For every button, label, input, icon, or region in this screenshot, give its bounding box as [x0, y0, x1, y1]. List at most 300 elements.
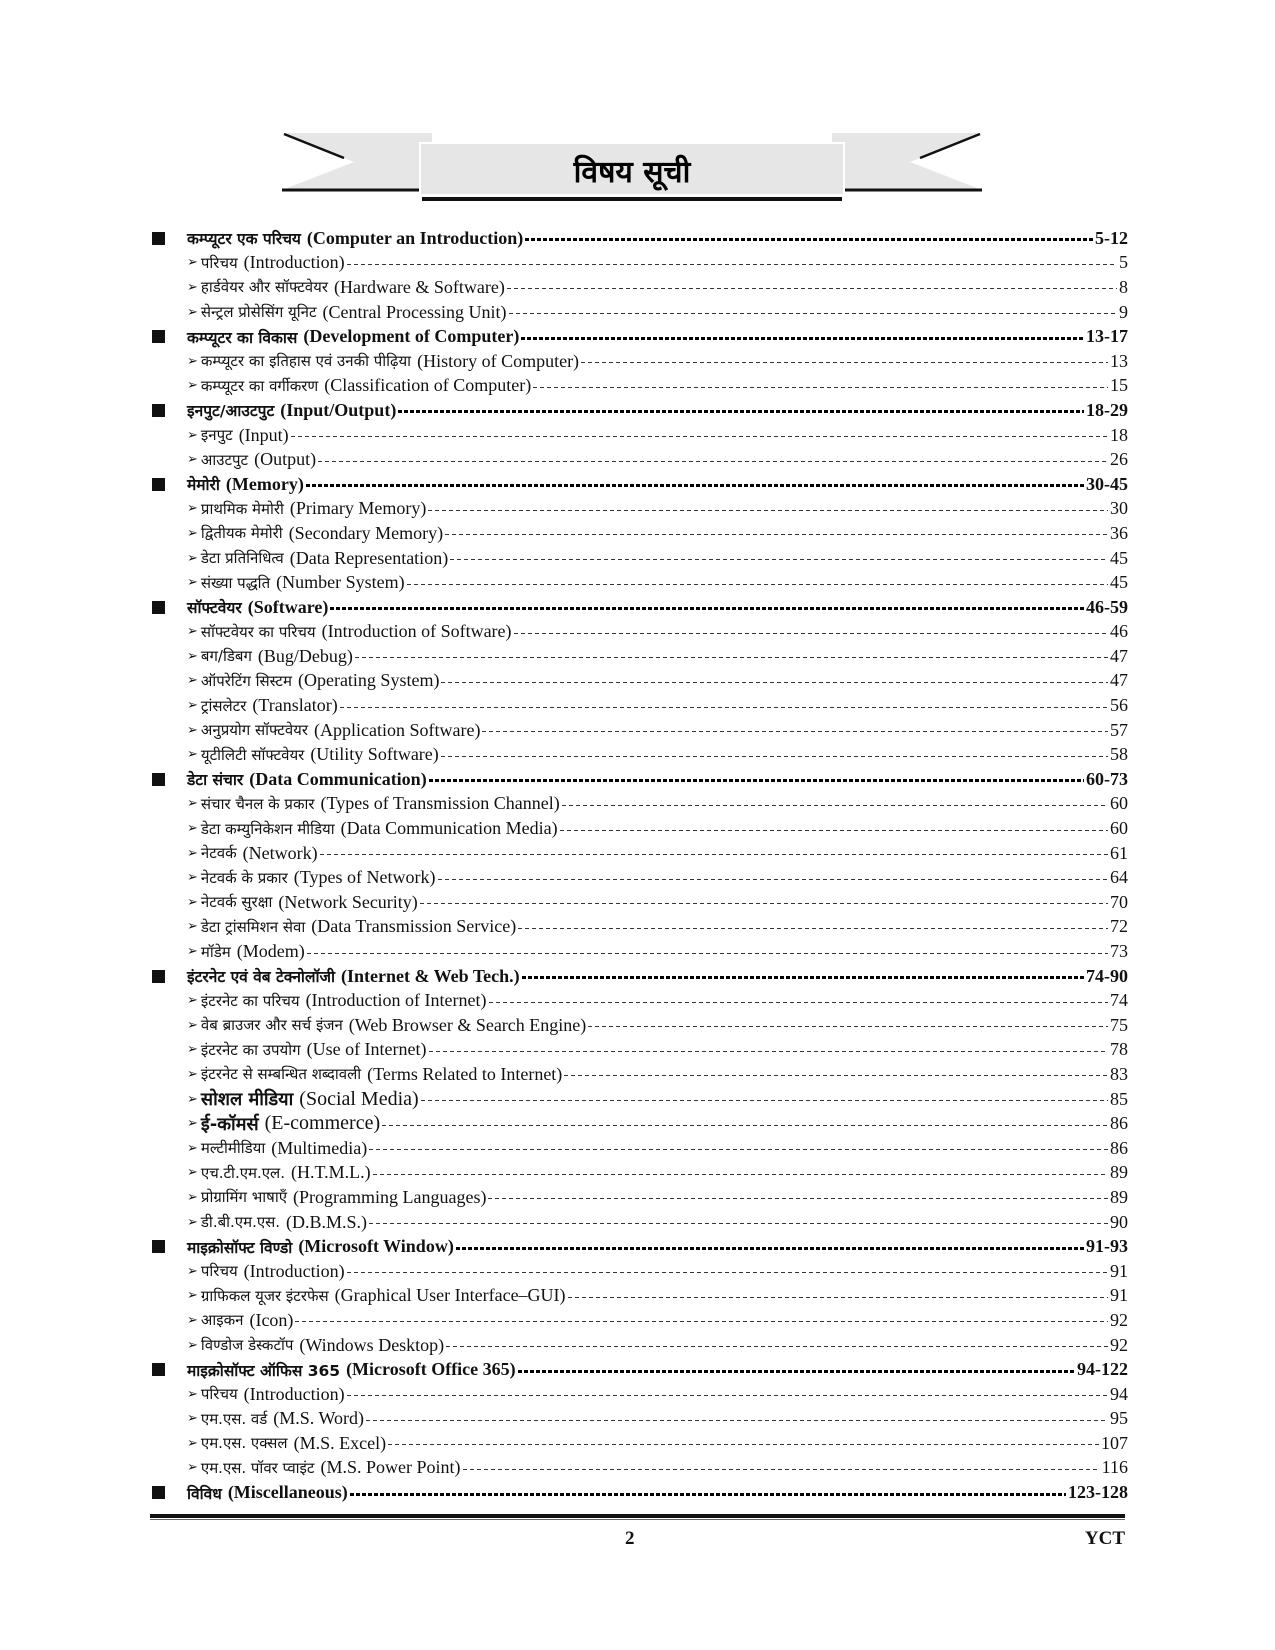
toc-title-hindi: ऑपरेटिंग सिस्टम [200, 671, 292, 690]
toc-title-english: (Hardware & Software) [333, 276, 505, 297]
dot-leader [441, 681, 1108, 683]
toc-title-english: (D.B.M.S.) [286, 1211, 368, 1232]
footer-divider-thin [150, 1519, 1125, 1520]
toc-entry[interactable] [148, 374, 1128, 399]
toc-title-hindi: इनपुट [200, 426, 233, 445]
toc-title-hindi: नेटवर्क [200, 844, 237, 863]
toc-page-number: 9 [1119, 301, 1128, 322]
toc-page-number: 18 [1110, 424, 1128, 445]
table-of-contents [148, 226, 1128, 1505]
toc-title-english: (Icon) [249, 1309, 294, 1330]
toc-entry[interactable] [148, 1382, 1128, 1407]
toc-entry[interactable] [148, 275, 1128, 300]
toc-title-hindi: कम्प्यूटर का विकास [187, 328, 298, 347]
toc-page-number: 45 [1110, 547, 1128, 568]
toc-title-english: (H.T.M.L.) [290, 1162, 371, 1183]
dot-leader [568, 1296, 1108, 1298]
toc-entry[interactable] [148, 349, 1128, 374]
toc-title-hindi: इंटरनेट का उपयोग [200, 1040, 301, 1059]
toc-title-english: (E-commerce) [264, 1112, 381, 1135]
toc-title-english: (Utility Software) [310, 744, 439, 765]
arrowhead-bullet-icon: ➢ [187, 1312, 198, 1328]
toc-entry[interactable] [148, 1210, 1128, 1235]
toc-entry[interactable] [148, 1038, 1128, 1063]
toc-chapter[interactable] [148, 324, 1128, 349]
toc-title-hindi: आइकन [200, 1311, 244, 1330]
toc-title-english: (Primary Memory) [289, 498, 427, 519]
toc-entry-body [187, 865, 1128, 890]
arrowhead-bullet-icon: ➢ [187, 1091, 198, 1107]
toc-title-hindi: डेटा संचार [187, 771, 244, 790]
dot-leader [525, 238, 1093, 241]
toc-page-number: 56 [1110, 695, 1128, 716]
title-banner [282, 130, 982, 205]
arrowhead-bullet-icon: ➢ [187, 525, 198, 541]
dot-leader [373, 1173, 1108, 1175]
toc-entry[interactable] [148, 939, 1128, 964]
page-title: विषय सूची [573, 154, 691, 190]
toc-entry[interactable] [148, 669, 1128, 694]
toc-entry-body [187, 349, 1128, 374]
toc-page-number: 107 [1101, 1432, 1128, 1453]
toc-entry[interactable] [148, 792, 1128, 817]
toc-page-number: 78 [1110, 1039, 1128, 1060]
toc-title-english: (Miscellaneous) [227, 1482, 348, 1503]
arrowhead-bullet-icon: ➢ [187, 353, 198, 369]
toc-chapter[interactable] [148, 1480, 1128, 1505]
toc-page-number: 18-29 [1086, 399, 1128, 420]
toc-page-number: 15 [1110, 375, 1128, 396]
toc-entry[interactable] [148, 1308, 1128, 1333]
toc-entry[interactable] [148, 497, 1128, 522]
toc-entry[interactable] [148, 915, 1128, 940]
toc-chapter[interactable] [148, 964, 1128, 989]
toc-entry-body [187, 718, 1128, 743]
toc-entry[interactable] [148, 742, 1128, 767]
toc-title-english: (Modem) [236, 941, 305, 962]
toc-title-english: (Web Browser & Search Engine) [348, 1014, 587, 1035]
toc-title-english: (Introduction of Internet) [305, 990, 487, 1011]
toc-title-english: (Application Software) [314, 719, 481, 740]
toc-page-number: 64 [1110, 867, 1128, 888]
page-number: 2 [625, 1528, 635, 1549]
toc-entry[interactable] [148, 546, 1128, 571]
toc-page-number: 86 [1110, 1137, 1128, 1158]
toc-page-number: 61 [1110, 842, 1128, 863]
toc-entry-body [187, 447, 1128, 472]
arrowhead-bullet-icon: ➢ [187, 1214, 198, 1230]
dot-leader [318, 460, 1108, 462]
toc-title-english: (Internet & Web Tech.) [341, 965, 520, 986]
toc-entry[interactable] [148, 251, 1128, 276]
toc-entry[interactable] [148, 1087, 1128, 1112]
toc-title-hindi: एम.एस. वर्ड [200, 1409, 268, 1428]
toc-title-hindi: संख्या पद्धति [200, 573, 271, 592]
toc-entry-body [187, 1431, 1128, 1456]
toc-page-number: 57 [1110, 719, 1128, 740]
toc-entry[interactable] [148, 1062, 1128, 1087]
toc-entry[interactable] [148, 620, 1128, 645]
toc-title-english: (Secondary Memory) [288, 522, 444, 543]
arrowhead-bullet-icon: ➢ [187, 944, 198, 960]
toc-title-hindi: यूटीलिटी सॉफ्टवेयर [200, 745, 305, 764]
toc-title-english: (Types of Transmission Channel) [320, 793, 560, 814]
toc-title-hindi: नेटवर्क के प्रकार [200, 868, 288, 887]
toc-entry[interactable] [148, 1259, 1128, 1284]
toc-entry[interactable] [148, 300, 1128, 325]
toc-title-english: (Use of Internet) [306, 1039, 427, 1060]
toc-title-hindi: सोशल मीडिया [200, 1089, 294, 1111]
toc-entry[interactable] [148, 1136, 1128, 1161]
toc-title-english: (Graphical User Interface–GUI) [334, 1285, 566, 1306]
toc-page-number: 60-73 [1086, 768, 1128, 789]
toc-chapter[interactable] [148, 472, 1128, 497]
toc-title-hindi: प्रोग्रामिंग भाषाएँ [200, 1188, 288, 1207]
arrowhead-bullet-icon: ➢ [187, 378, 198, 394]
toc-title-hindi: अनुप्रयोग सॉफ्टवेयर [200, 721, 309, 740]
toc-entry-body [187, 521, 1128, 546]
toc-page-number: 60 [1110, 818, 1128, 839]
arrowhead-bullet-icon: ➢ [187, 427, 198, 443]
dot-leader [347, 1395, 1108, 1397]
dot-leader [581, 362, 1108, 364]
toc-entry-body [187, 1357, 1128, 1382]
toc-entry-body [187, 1062, 1128, 1087]
toc-entry[interactable] [148, 693, 1128, 718]
toc-entry[interactable] [148, 988, 1128, 1013]
arrowhead-bullet-icon: ➢ [187, 1460, 198, 1476]
toc-page-number: 116 [1101, 1457, 1128, 1478]
toc-entry-body [187, 1308, 1128, 1333]
arrowhead-bullet-icon: ➢ [187, 1435, 198, 1451]
toc-page-number: 90 [1110, 1211, 1128, 1232]
toc-entry-body [187, 988, 1128, 1013]
toc-title-english: (Input) [238, 424, 289, 445]
toc-title-hindi: डेटा ट्रांसमिशन सेवा [200, 917, 306, 936]
toc-title-english: (Introduction) [243, 252, 345, 273]
toc-title-hindi: परिचय [200, 1385, 238, 1404]
toc-page-number: 85 [1110, 1088, 1128, 1109]
toc-entry-body [187, 1382, 1128, 1407]
toc-entry-body [187, 841, 1128, 866]
toc-chapter[interactable] [148, 226, 1128, 251]
dot-leader [518, 1370, 1075, 1373]
dot-leader [438, 878, 1109, 880]
toc-entry-body [187, 1333, 1128, 1358]
toc-title-hindi: मेमोरी [187, 476, 220, 495]
toc-page-number: 89 [1110, 1162, 1128, 1183]
toc-entry-body [187, 890, 1128, 915]
toc-page-number: 74 [1110, 990, 1128, 1011]
toc-title-english: (Microsoft Office 365) [346, 1359, 516, 1380]
toc-page-number: 86 [1110, 1113, 1128, 1134]
toc-title-english: (Introduction) [243, 1383, 345, 1404]
toc-title-hindi: डेटा कम्युनिकेशन मीडिया [200, 819, 335, 838]
toc-entry[interactable] [148, 570, 1128, 595]
dot-leader [564, 1075, 1108, 1077]
arrowhead-bullet-icon: ➢ [187, 255, 198, 271]
toc-entry-body [187, 669, 1128, 694]
dot-leader [382, 1124, 1108, 1126]
toc-title-hindi: विविध [187, 1484, 222, 1503]
dot-leader [482, 731, 1108, 733]
arrowhead-bullet-icon: ➢ [187, 870, 198, 886]
toc-title-hindi: आउटपुट [200, 450, 249, 469]
toc-page-number: 94 [1110, 1383, 1128, 1404]
toc-title-english: (Output) [254, 449, 317, 470]
toc-title-hindi: कम्प्यूटर का इतिहास एवं उनकी पीढ़िया [200, 352, 412, 371]
toc-title-english: (Microsoft Window) [298, 1236, 454, 1257]
toc-entry[interactable] [148, 816, 1128, 841]
square-bullet-icon [152, 404, 165, 417]
toc-page-number: 47 [1110, 670, 1128, 691]
arrowhead-bullet-icon: ➢ [187, 279, 198, 295]
arrowhead-bullet-icon: ➢ [187, 722, 198, 738]
toc-title-hindi: एम.एस. एक्सल [200, 1434, 288, 1453]
arrowhead-bullet-icon: ➢ [187, 550, 198, 566]
toc-entry[interactable] [148, 1013, 1128, 1038]
toc-entry-body [187, 964, 1128, 989]
toc-chapter[interactable] [148, 1234, 1128, 1259]
toc-title-hindi: वेब ब्राउजर और सर्च इंजन [200, 1016, 343, 1035]
toc-page-number: 5-12 [1095, 227, 1128, 248]
square-bullet-icon [152, 601, 165, 614]
toc-title-english: (Data Communication) [249, 768, 427, 789]
toc-page-number: 94-122 [1077, 1359, 1128, 1380]
dot-leader [488, 1198, 1108, 1200]
dot-leader [306, 484, 1084, 487]
toc-entry[interactable] [148, 1333, 1128, 1358]
toc-entry-body [187, 324, 1128, 349]
toc-entry[interactable] [148, 1431, 1128, 1456]
dot-leader [522, 976, 1084, 979]
toc-entry[interactable] [148, 644, 1128, 669]
dot-leader [514, 632, 1108, 634]
arrowhead-bullet-icon: ➢ [187, 1066, 198, 1082]
toc-entry-body [187, 251, 1128, 276]
toc-title-english: (Software) [247, 596, 329, 617]
toc-title-hindi: इनपुट/आउटपुट [187, 402, 275, 421]
dot-leader [398, 410, 1084, 413]
toc-title-hindi: परिचय [200, 1262, 238, 1281]
toc-entry[interactable] [148, 841, 1128, 866]
toc-title-english: (Introduction) [243, 1260, 345, 1281]
dot-leader [291, 436, 1108, 438]
toc-entry-body [187, 497, 1128, 522]
arrowhead-bullet-icon: ➢ [187, 919, 198, 935]
toc-page-number: 8 [1119, 276, 1128, 297]
toc-entry-body [187, 767, 1128, 792]
toc-entry[interactable] [148, 1456, 1128, 1481]
toc-chapter[interactable] [148, 1357, 1128, 1382]
square-bullet-icon [152, 773, 165, 786]
toc-entry-body [187, 275, 1128, 300]
dot-leader [489, 1001, 1109, 1003]
toc-entry-body [187, 1111, 1128, 1136]
toc-title-english: (M.S. Excel) [293, 1432, 387, 1453]
dot-leader [320, 854, 1108, 856]
toc-page-number: 92 [1110, 1334, 1128, 1355]
toc-title-hindi: विण्डोज डेस्कटॉप [200, 1336, 294, 1355]
toc-entry[interactable] [148, 718, 1128, 743]
toc-page-number: 13-17 [1086, 326, 1128, 347]
toc-page-number: 83 [1110, 1063, 1128, 1084]
arrowhead-bullet-icon: ➢ [187, 1411, 198, 1427]
dot-leader [450, 559, 1108, 561]
dot-leader [429, 779, 1084, 782]
dot-leader [429, 1050, 1108, 1052]
toc-title-hindi: ई-कॉमर्स [200, 1113, 259, 1135]
toc-entry[interactable] [148, 1185, 1128, 1210]
dot-leader [369, 1223, 1108, 1225]
toc-entry-body [187, 693, 1128, 718]
dot-leader [347, 1272, 1108, 1274]
toc-entry-body [187, 644, 1128, 669]
toc-chapter[interactable] [148, 595, 1128, 620]
toc-title-english: (Memory) [225, 473, 304, 494]
toc-entry-body [187, 300, 1128, 325]
toc-title-hindi: सेन्ट्रल प्रोसेसिंग यूनिट [200, 303, 317, 322]
toc-page-number: 75 [1110, 1014, 1128, 1035]
dot-leader [421, 1100, 1108, 1102]
toc-entry[interactable] [148, 521, 1128, 546]
toc-page-number: 91 [1110, 1285, 1128, 1306]
dot-leader [428, 509, 1108, 511]
arrowhead-bullet-icon: ➢ [187, 1140, 198, 1156]
dot-leader [521, 337, 1084, 340]
dot-leader [366, 1419, 1108, 1421]
dot-leader [307, 952, 1108, 954]
toc-entry[interactable] [148, 1161, 1128, 1186]
toc-title-hindi: डेटा प्रतिनिधित्व [200, 549, 284, 568]
arrowhead-bullet-icon: ➢ [187, 1386, 198, 1402]
toc-page-number: 5 [1119, 252, 1128, 273]
toc-title-hindi: ग्राफिकल यूजर इंटरफेस [200, 1286, 329, 1305]
toc-entry-body [187, 620, 1128, 645]
toc-title-english: (M.S. Power Point) [320, 1457, 461, 1478]
toc-page-number: 74-90 [1086, 965, 1128, 986]
toc-title-english: (Multimedia) [271, 1137, 368, 1158]
toc-title-hindi: कम्प्यूटर का वर्गीकरण [200, 376, 319, 395]
toc-page-number: 70 [1110, 891, 1128, 912]
toc-entry-body [187, 1234, 1128, 1259]
arrowhead-bullet-icon: ➢ [187, 1337, 198, 1353]
toc-title-hindi: संचार चैनल के प्रकार [200, 794, 315, 813]
toc-page-number: 92 [1110, 1309, 1128, 1330]
square-bullet-icon [152, 330, 165, 343]
toc-title-hindi: डी.बी.एम.एस. [200, 1213, 281, 1232]
toc-title-hindi: सॉफ्टवेयर [187, 599, 242, 618]
toc-title-english: (Social Media) [299, 1087, 419, 1110]
dot-leader [355, 657, 1108, 659]
arrowhead-bullet-icon: ➢ [187, 845, 198, 861]
toc-title-english: (Computer an Introduction) [306, 227, 524, 248]
arrowhead-bullet-icon: ➢ [187, 796, 198, 812]
toc-title-hindi: ट्रांसलेटर [200, 696, 247, 715]
toc-title-english: (Translator) [252, 695, 338, 716]
arrowhead-bullet-icon: ➢ [187, 1165, 198, 1181]
toc-page-number: 30 [1110, 498, 1128, 519]
toc-title-hindi: प्राथमिक मेमोरी [200, 499, 284, 518]
toc-title-english: (History of Computer) [417, 350, 580, 371]
toc-entry[interactable] [148, 1407, 1128, 1432]
toc-chapter[interactable] [148, 767, 1128, 792]
arrowhead-bullet-icon: ➢ [187, 1189, 198, 1205]
toc-title-english: (Number System) [276, 572, 405, 593]
toc-chapter[interactable] [148, 398, 1128, 423]
toc-entry-body [187, 939, 1128, 964]
dot-leader [388, 1444, 1099, 1446]
dot-leader [588, 1026, 1108, 1028]
arrowhead-bullet-icon: ➢ [187, 304, 198, 320]
dot-leader [340, 706, 1108, 708]
toc-entry[interactable] [148, 447, 1128, 472]
toc-entry-body [187, 472, 1128, 497]
toc-entry[interactable] [148, 423, 1128, 448]
arrowhead-bullet-icon: ➢ [187, 993, 198, 1009]
arrowhead-bullet-icon: ➢ [187, 452, 198, 468]
toc-entry[interactable] [148, 1111, 1128, 1136]
toc-title-hindi: द्वितीयक मेमोरी [200, 524, 283, 543]
arrowhead-bullet-icon: ➢ [187, 698, 198, 714]
toc-title-hindi: इंटरनेट का परिचय [200, 991, 300, 1010]
arrowhead-bullet-icon: ➢ [187, 1116, 198, 1132]
toc-title-hindi: हार्डवेयर और सॉफ्टवेयर [200, 278, 328, 297]
toc-title-english: (Development of Computer) [303, 326, 520, 347]
toc-entry-body [187, 398, 1128, 423]
toc-title-english: (Data Communication Media) [340, 818, 558, 839]
toc-page-number: 60 [1110, 793, 1128, 814]
toc-entry-body [187, 742, 1128, 767]
publisher-brand: YCT [1084, 1528, 1125, 1549]
toc-entry[interactable] [148, 1284, 1128, 1309]
toc-page-number: 26 [1110, 449, 1128, 470]
toc-page-number: 45 [1110, 572, 1128, 593]
dot-leader [369, 1149, 1108, 1151]
dot-leader [446, 1346, 1108, 1348]
toc-title-hindi: इंटरनेट एवं वेब टेक्नोलॉजी [187, 968, 335, 987]
toc-entry-body [187, 1161, 1128, 1186]
toc-entry-body [187, 1407, 1128, 1432]
dot-leader [562, 804, 1108, 806]
toc-entry[interactable] [148, 865, 1128, 890]
toc-entry-body [187, 1038, 1128, 1063]
arrowhead-bullet-icon: ➢ [187, 894, 198, 910]
toc-title-english: (Operating System) [297, 670, 440, 691]
dot-leader [407, 583, 1108, 585]
toc-title-hindi: इंटरनेट से सम्बन्धित शब्दावली [200, 1065, 362, 1084]
square-bullet-icon [152, 232, 165, 245]
square-bullet-icon [152, 1486, 165, 1499]
dot-leader [441, 755, 1108, 757]
arrowhead-bullet-icon: ➢ [187, 624, 198, 640]
arrowhead-bullet-icon: ➢ [187, 673, 198, 689]
toc-title-hindi: एम.एस. पॉवर प्वाइंट [200, 1458, 315, 1477]
toc-entry[interactable] [148, 890, 1128, 915]
toc-entry-body [187, 1210, 1128, 1235]
toc-entry-body [187, 1087, 1128, 1112]
dot-leader [347, 263, 1117, 265]
arrowhead-bullet-icon: ➢ [187, 1263, 198, 1279]
toc-page-number: 91-93 [1086, 1236, 1128, 1257]
toc-title-english: (Input/Output) [280, 399, 397, 420]
dot-leader [330, 607, 1084, 610]
dot-leader [560, 829, 1108, 831]
toc-page-number: 30-45 [1086, 473, 1128, 494]
toc-title-english: (Classification of Computer) [324, 375, 532, 396]
toc-page-number: 123-128 [1068, 1482, 1128, 1503]
toc-title-hindi: मल्टीमीडिया [200, 1139, 266, 1158]
